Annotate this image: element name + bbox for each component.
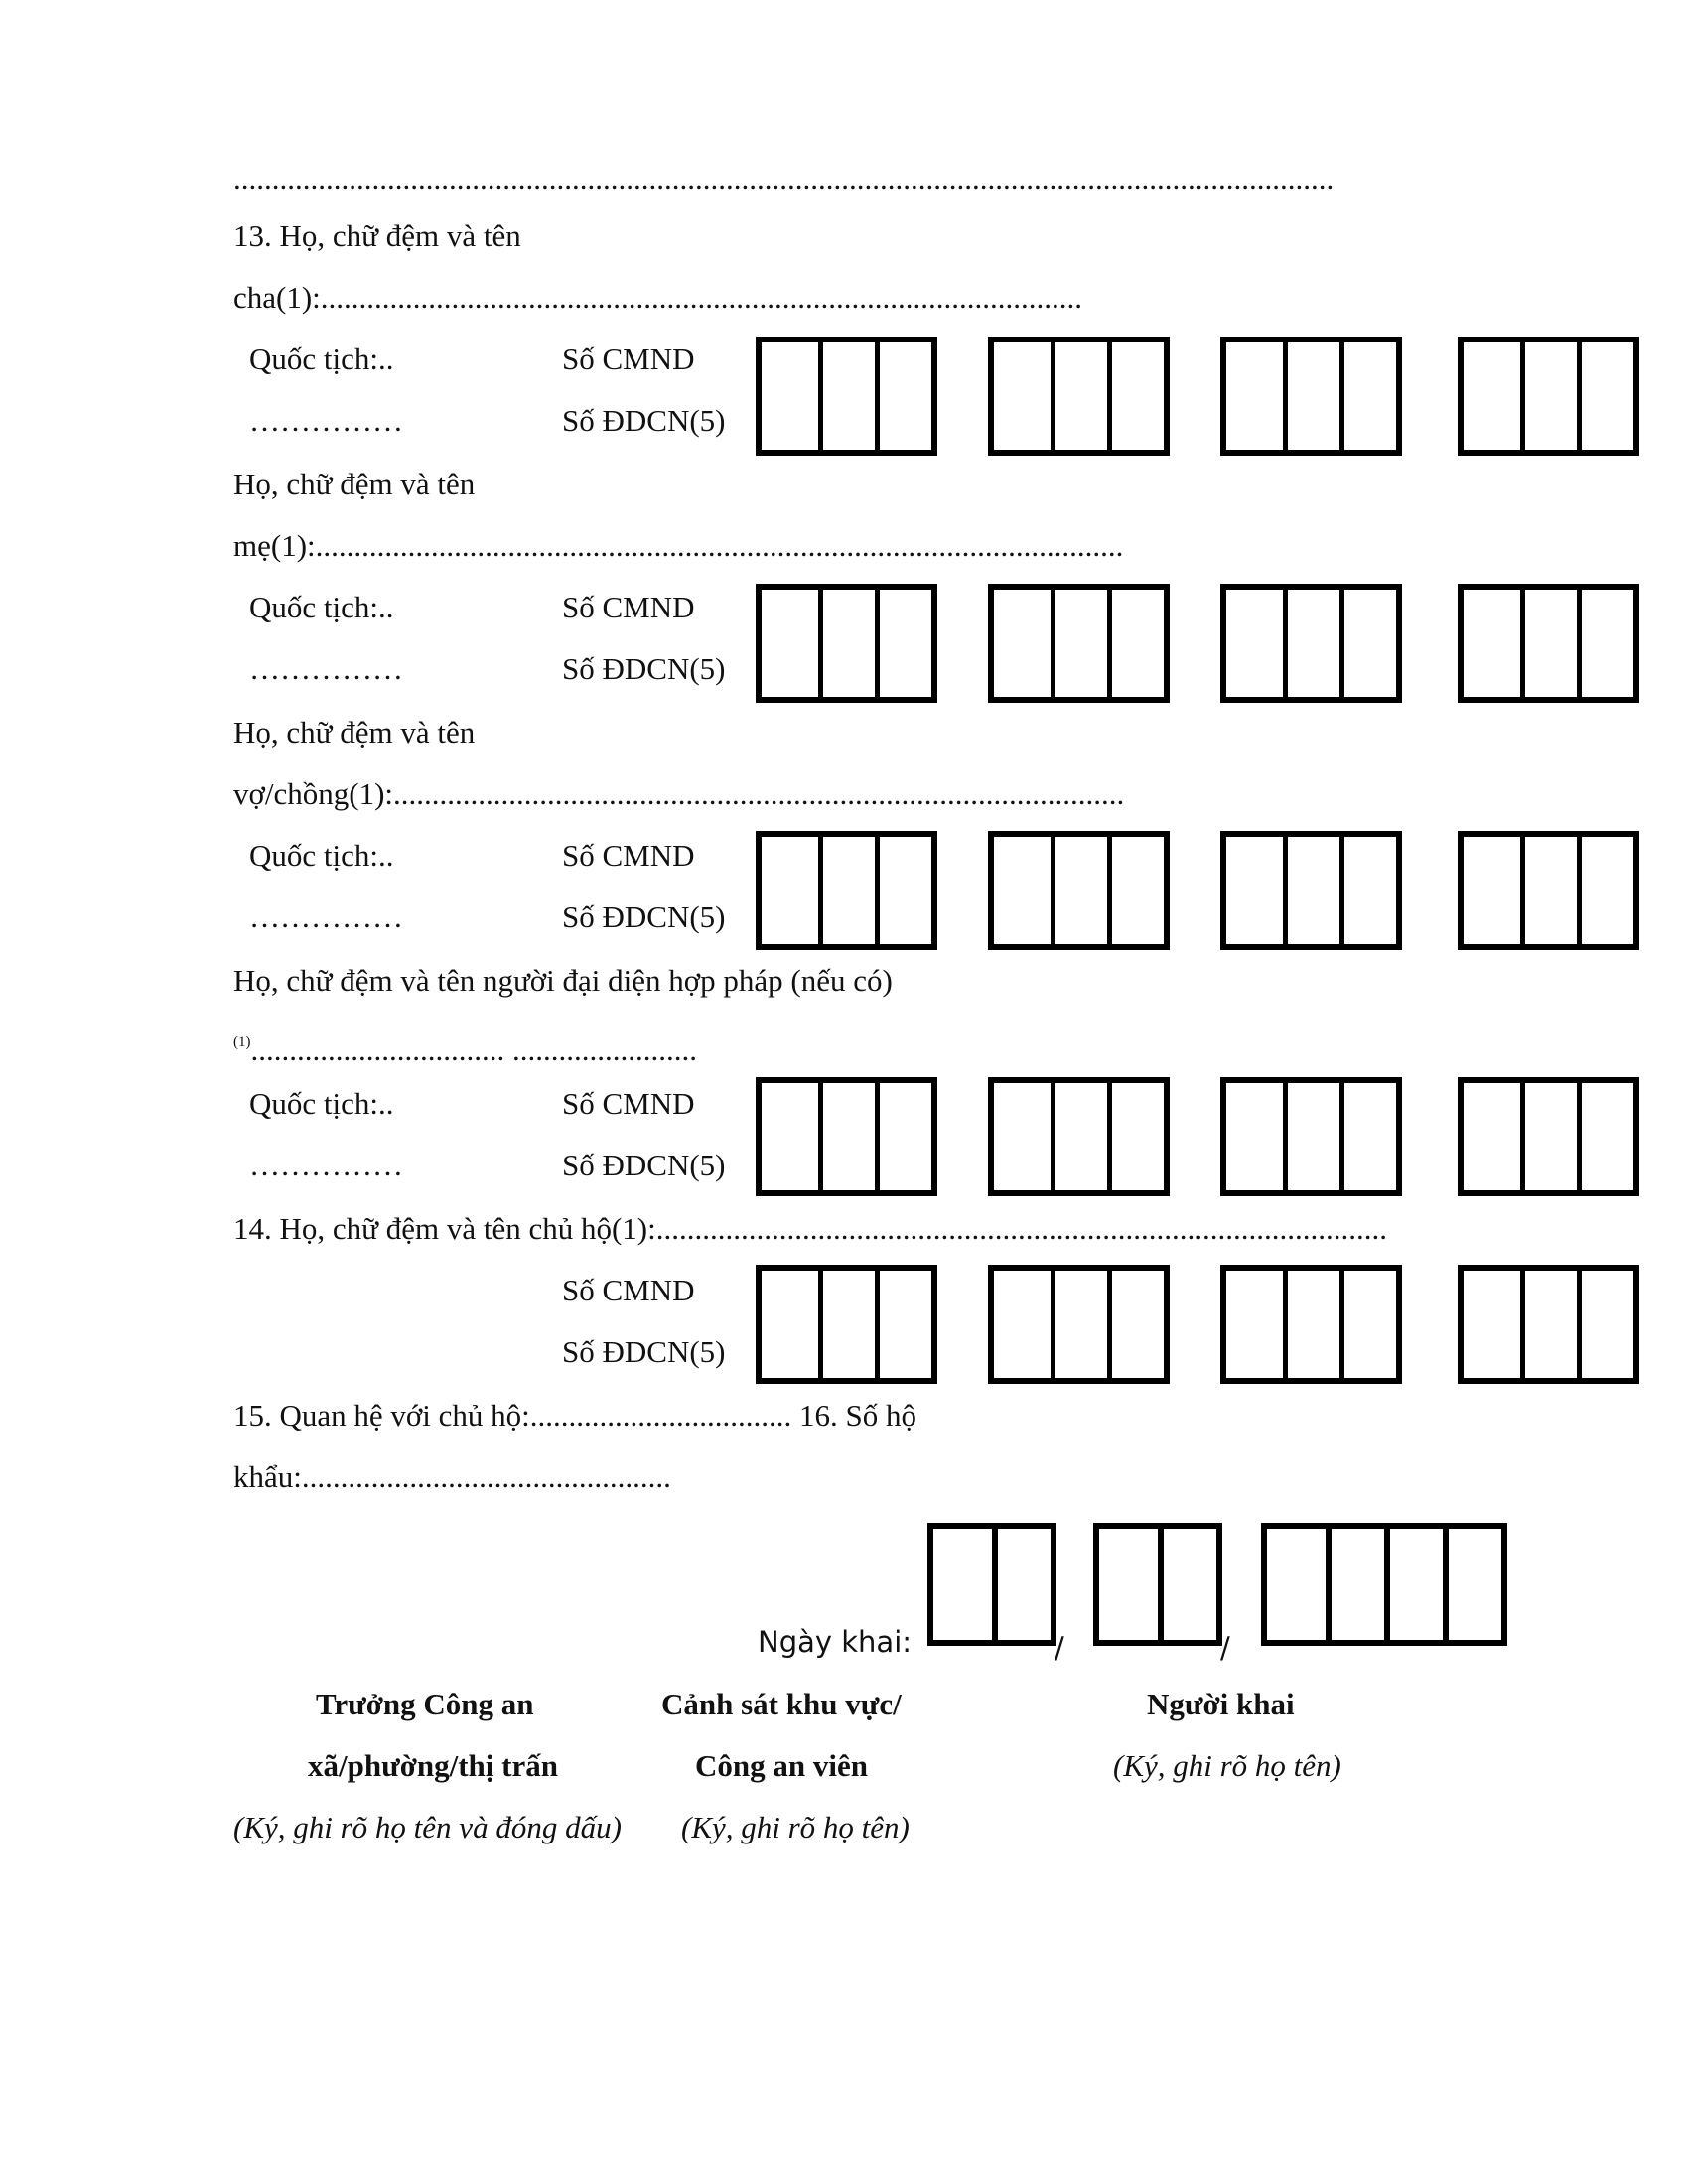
spouse-id-box-group-4[interactable]: [1458, 831, 1639, 950]
area-police-title-1: Cảnh sát khu vực/: [661, 1687, 902, 1721]
head-id-box-group-2[interactable]: [988, 1265, 1170, 1384]
head-id-box-group-4[interactable]: [1458, 1265, 1639, 1384]
guardian-id-box-group-2[interactable]: [988, 1077, 1170, 1196]
spouse-name-field[interactable]: vợ/chồng(1):...............................................................................................: [233, 776, 1125, 811]
guardian-note-mark: (1): [233, 1034, 251, 1050]
guardian-id-box-group-3[interactable]: [1220, 1077, 1402, 1196]
guardian-name-field[interactable]: [233, 1023, 697, 1070]
father-name-field[interactable]: cha(1):...................................................................................................: [233, 280, 1083, 315]
guardian-ddcn-label: Số ĐDCN(5): [562, 1148, 726, 1182]
mother-nationality-label: Quốc tịch:..: [249, 590, 394, 624]
guardian-name-dots: ................................. ........................: [250, 1032, 697, 1067]
mother-id-box-group-2[interactable]: [988, 584, 1170, 703]
mother-name-label: Họ, chữ đệm và tên: [233, 467, 476, 501]
guardian-id-box-group-4[interactable]: [1458, 1077, 1639, 1196]
top-dotted-line: ...............................................................................................................................................: [233, 161, 1335, 196]
spouse-nationality-label: Quốc tịch:..: [249, 838, 394, 873]
relation-field[interactable]: 15. Quan hệ với chủ hộ:.................................. 16. Số hộ: [233, 1398, 917, 1433]
guardian-nationality-field[interactable]: ……………: [249, 1148, 403, 1182]
head-ddcn-label: Số ĐDCN(5): [562, 1334, 726, 1369]
mother-id-box-group-4[interactable]: [1458, 584, 1639, 703]
father-name-label: 13. Họ, chữ đệm và tên: [233, 218, 521, 253]
spouse-cmnd-label: Số CMND: [562, 838, 695, 873]
police-chief-title-2: xã/phường/thị trấn: [308, 1748, 558, 1783]
guardian-nationality-label: Quốc tịch:..: [249, 1086, 394, 1121]
police-chief-title-1: Trưởng Công an: [316, 1687, 534, 1721]
head-cmnd-label: Số CMND: [562, 1273, 695, 1307]
spouse-name-label: Họ, chữ đệm và tên: [233, 715, 476, 750]
guardian-id-box-group-1[interactable]: [756, 1077, 937, 1196]
mother-name-field[interactable]: mẹ(1):.........................................................................................................: [233, 528, 1124, 563]
area-police-title-2: Công an viên: [695, 1748, 868, 1783]
spouse-nationality-field[interactable]: ……………: [249, 899, 403, 934]
head-id-box-group-1[interactable]: [756, 1265, 937, 1384]
declaration-date-label: Ngày khai:: [758, 1625, 913, 1659]
mother-id-box-group-1[interactable]: [756, 584, 937, 703]
mother-id-box-group-3[interactable]: [1220, 584, 1402, 703]
date-separator-2: /: [1220, 1631, 1230, 1665]
date-month-boxes[interactable]: [1093, 1523, 1222, 1646]
guardian-name-label: Họ, chữ đệm và tên người đại diện hợp pháp (nếu có): [233, 963, 893, 998]
spouse-id-box-group-3[interactable]: [1220, 831, 1402, 950]
declarant-title: Người khai: [1147, 1687, 1295, 1721]
father-cmnd-label: Số CMND: [562, 341, 695, 376]
guardian-cmnd-label: Số CMND: [562, 1086, 695, 1121]
household-book-field[interactable]: khẩu:................................................: [233, 1459, 671, 1494]
date-separator-1: /: [1055, 1631, 1064, 1665]
spouse-ddcn-label: Số ĐDCN(5): [562, 899, 726, 934]
father-nationality-label: Quốc tịch:..: [249, 341, 394, 376]
mother-ddcn-label: Số ĐDCN(5): [562, 651, 726, 686]
date-day-boxes[interactable]: [927, 1523, 1056, 1646]
head-id-box-group-3[interactable]: [1220, 1265, 1402, 1384]
father-nationality-field[interactable]: ……………: [249, 403, 403, 438]
father-id-box-group-2[interactable]: [988, 337, 1170, 456]
spouse-id-box-group-1[interactable]: [756, 831, 937, 950]
police-chief-sign-note: (Ký, ghi rõ họ tên và đóng dấu): [233, 1810, 622, 1844]
head-name-field[interactable]: 14. Họ, chữ đệm và tên chủ hộ(1):...............................................................................................: [233, 1211, 1387, 1246]
father-id-box-group-3[interactable]: [1220, 337, 1402, 456]
declarant-sign-note: (Ký, ghi rõ họ tên): [1113, 1748, 1341, 1783]
father-id-box-group-4[interactable]: [1458, 337, 1639, 456]
mother-nationality-field[interactable]: ……………: [249, 651, 403, 686]
spouse-id-box-group-2[interactable]: [988, 831, 1170, 950]
mother-cmnd-label: Số CMND: [562, 590, 695, 624]
area-police-sign-note: (Ký, ghi rõ họ tên): [681, 1810, 910, 1844]
father-id-box-group-1[interactable]: [756, 337, 937, 456]
father-ddcn-label: Số ĐDCN(5): [562, 403, 726, 438]
date-year-boxes[interactable]: [1261, 1523, 1507, 1646]
